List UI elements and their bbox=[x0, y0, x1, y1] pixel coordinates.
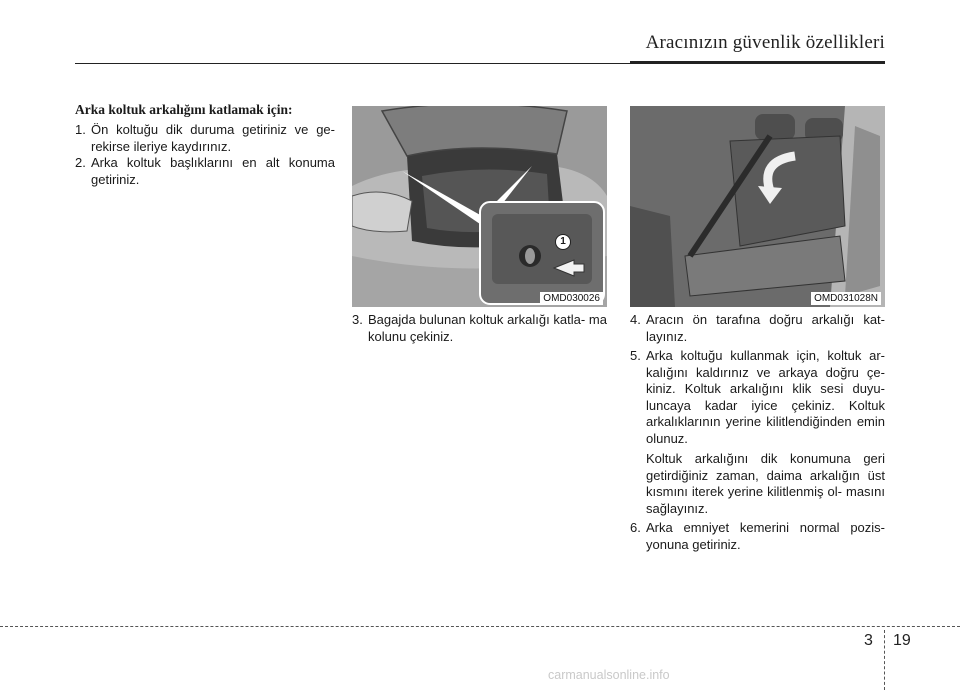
footer-divider bbox=[884, 630, 885, 690]
callout-badge: 1 bbox=[555, 234, 571, 250]
step-5-note: Koltuk arkalığını dik konumuna geri getirdiğiniz zaman, daima arkalığın üst kısmını iterek yerine kilitlenmiş ol- masını sağlayınız. bbox=[646, 451, 885, 516]
step-3 bbox=[352, 312, 607, 345]
step-number: 3. bbox=[352, 312, 363, 327]
trunk-illustration bbox=[352, 106, 607, 307]
step-number: 2. bbox=[75, 155, 86, 170]
instructions-column-2 bbox=[352, 312, 607, 345]
step-text: Aracın ön tarafına doğru arkalığı kat- layınız. bbox=[646, 312, 885, 344]
figure-trunk-release-lever bbox=[352, 106, 607, 307]
step-number: 6. bbox=[630, 520, 641, 535]
step-number: 5. bbox=[630, 348, 641, 363]
step-5 bbox=[630, 348, 885, 447]
step-6 bbox=[630, 520, 885, 553]
step-1 bbox=[75, 122, 335, 155]
instructions-column-1 bbox=[75, 102, 335, 188]
page-number: 19 bbox=[893, 632, 911, 649]
step-number: 1. bbox=[75, 122, 86, 137]
step-2 bbox=[75, 155, 335, 188]
rear-seat-illustration bbox=[630, 106, 885, 307]
step-text: Ön koltuğu dik duruma getiriniz ve ge- rekirse ileriye kaydırınız. bbox=[91, 122, 335, 154]
figure-fold-seatback bbox=[630, 106, 885, 307]
page-header-title: Aracınızın güvenlik özellikleri bbox=[645, 32, 885, 53]
step-text: Arka koltuk başlıklarını en alt konuma getiriniz. bbox=[91, 155, 335, 187]
figure-caption: OMD030026 bbox=[540, 292, 603, 305]
step-text: Arka emniyet kemerini normal pozis- yonuna getiriniz. bbox=[646, 520, 885, 552]
header-rule-accent bbox=[630, 61, 885, 64]
figure-caption: OMD031028N bbox=[811, 292, 881, 305]
chapter-number: 3 bbox=[864, 632, 873, 649]
step-number: 4. bbox=[630, 312, 641, 327]
section-heading: Arka koltuk arkalığını katlamak için: bbox=[75, 102, 293, 117]
watermark: carmanualsonline.info bbox=[548, 668, 670, 682]
footer-rule bbox=[0, 626, 960, 627]
step-text: Arka koltuğu kullanmak için, koltuk ar- kalığını kaldırınız ve arkaya doğru çe- kiniz. Koltuk arkalığını klik sesi duyu- luncaya kadar iyice çekiniz. Koltuk arkalıklarının yerine kilitlendiğinden emin olunuz. bbox=[646, 348, 885, 446]
step-4 bbox=[630, 312, 885, 345]
instructions-column-3 bbox=[630, 312, 885, 553]
step-text: Bagajda bulunan koltuk arkalığı katla- ma kolunu çekiniz. bbox=[368, 312, 607, 344]
